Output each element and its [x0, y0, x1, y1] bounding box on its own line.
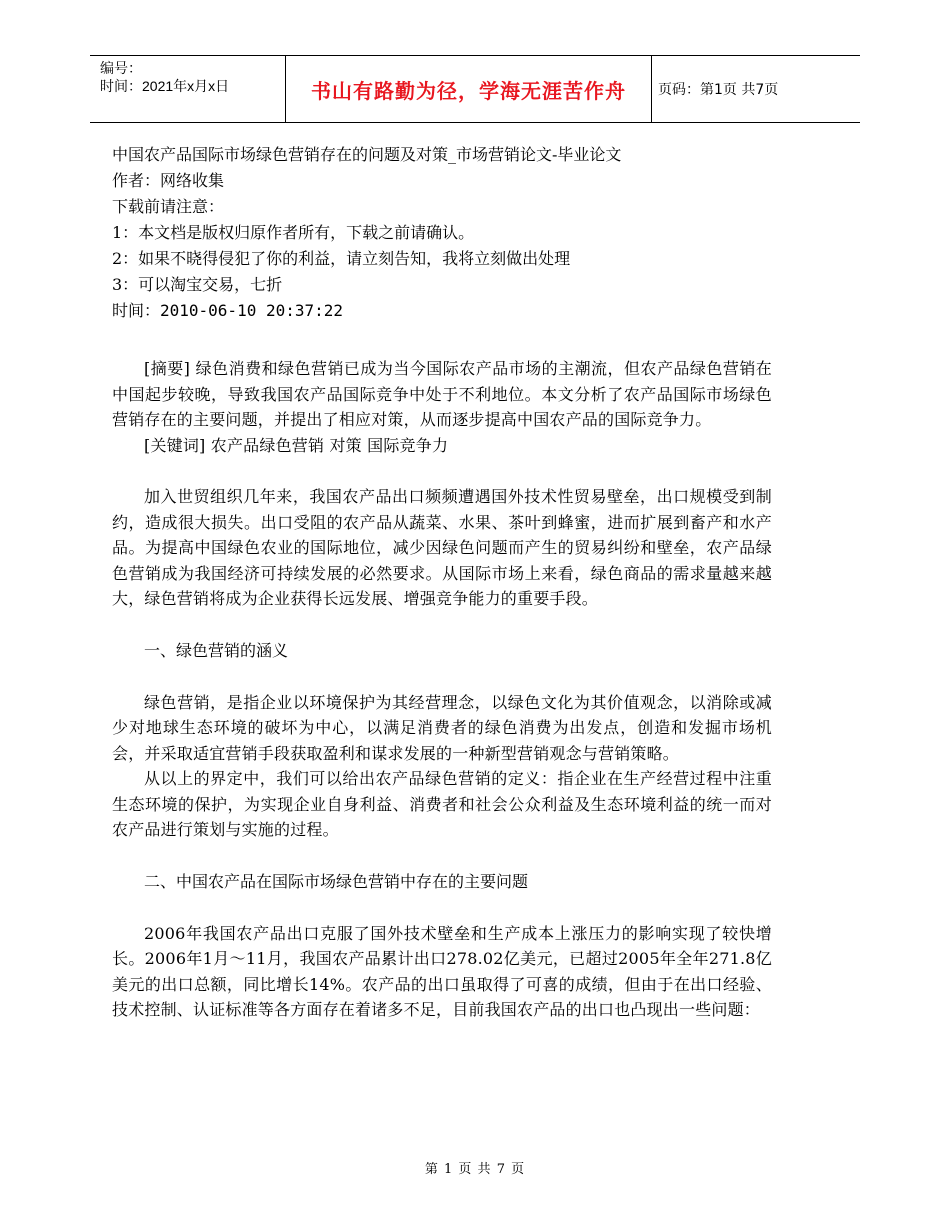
motto: 书山有路勤为径，学海无涯苦作舟: [311, 78, 626, 103]
footer-page-number: 第 1 页 共 7 页: [424, 1162, 526, 1177]
number-label: 编号：: [100, 60, 142, 76]
notice-title: 下载前请注意：: [112, 197, 225, 216]
notice-item-1: 1：本文档是版权归原作者所有，下载之前请确认。: [112, 223, 475, 242]
section1-paragraph-2: 从以上的界定中，我们可以给出农产品绿色营销的定义：指企业在生产经营过程中注重生态环境的保护，为实现企业自身利益、消费者和社会公众利益及生态环境利益的统一而对农产品进行策划与实施的过程。: [112, 769, 772, 839]
header-left-cell: [100, 59, 285, 95]
keywords-paragraph: [关键词] 农产品绿色营销 对策 国际竞争力: [144, 435, 449, 455]
document-title: 中国农产品国际市场绿色营销存在的问题及对策_市场营销论文-毕业论文: [112, 145, 622, 164]
document-body: [112, 142, 772, 1023]
time-label: 时间：2021年x月x日: [100, 78, 230, 94]
header-motto-cell: [285, 56, 652, 122]
page-code: 页码：第1页 共7页: [658, 82, 779, 98]
intro-paragraph: 加入世贸组织几年来，我国农产品出口频频遭遇国外技术性贸易壁垒，出口规模受到制约，造成很大损失。出口受阻的农产品从蔬菜、水果、茶叶到蜂蜜，进而扩展到畜产和水产品。为提高中国绿色农业的国际地位，减少因绿色问题而产生的贸易纠纷和壁垒，农产品绿色营销成为我国经济可持续发展的必然要求。从国际市场上来看，绿色商品的需求量越来越大，绿色营销将成为企业获得长远发展、增强竞争能力的重要手段。: [112, 487, 772, 608]
author-line: 作者：网络收集: [112, 171, 225, 190]
header-table: [90, 55, 860, 123]
notice-item-2: 2：如果不晓得侵犯了你的利益，请立刻告知，我将立刻做出处理: [112, 249, 571, 268]
page-footer: [0, 1158, 950, 1177]
publish-time: 时间：2010-06-10 20:37:22: [112, 301, 344, 320]
header-page-code: [658, 56, 778, 122]
notice-item-3: 3：可以淘宝交易，七折: [112, 275, 283, 294]
section2-heading: 二、中国农产品在国际市场绿色营销中存在的主要问题: [144, 871, 529, 891]
section1-heading: 一、绿色营销的涵义: [144, 640, 289, 660]
abstract-paragraph: [摘要] 绿色消费和绿色营销已成为当今国际农产品市场的主潮流，但农产品绿色营销在中国起步较晚，导致我国农产品国际竞争中处于不利地位。本文分析了农产品国际市场绿色营销存在的主要问题，并提出了相应对策，从而逐步提高中国农产品的国际竞争力。: [112, 359, 772, 429]
section2-paragraph-1: 2006年我国农产品出口克服了国外技术壁垒和生产成本上涨压力的影响实现了较快增长。2006年1月～11月，我国农产品累计出口278.02亿美元，已超过2005年全年271.8亿美元的出口总额，同比增长14%。农产品的出口虽取得了可喜的成绩，但由于在出口经验、技术控制、认证标准等各方面存在着诸多不足，目前我国农产品的出口也凸现出一些问题：: [112, 923, 772, 1019]
section1-paragraph-1: 绿色营销，是指企业以环境保护为其经营理念，以绿色文化为其价值观念，以消除或减少对地球生态环境的破坏为中心，以满足消费者的绿色消费为出发点，创造和发掘市场机会，并采取适宜营销手段获取盈利和谋求发展的一种新型营销观念与营销策略。: [112, 692, 772, 763]
